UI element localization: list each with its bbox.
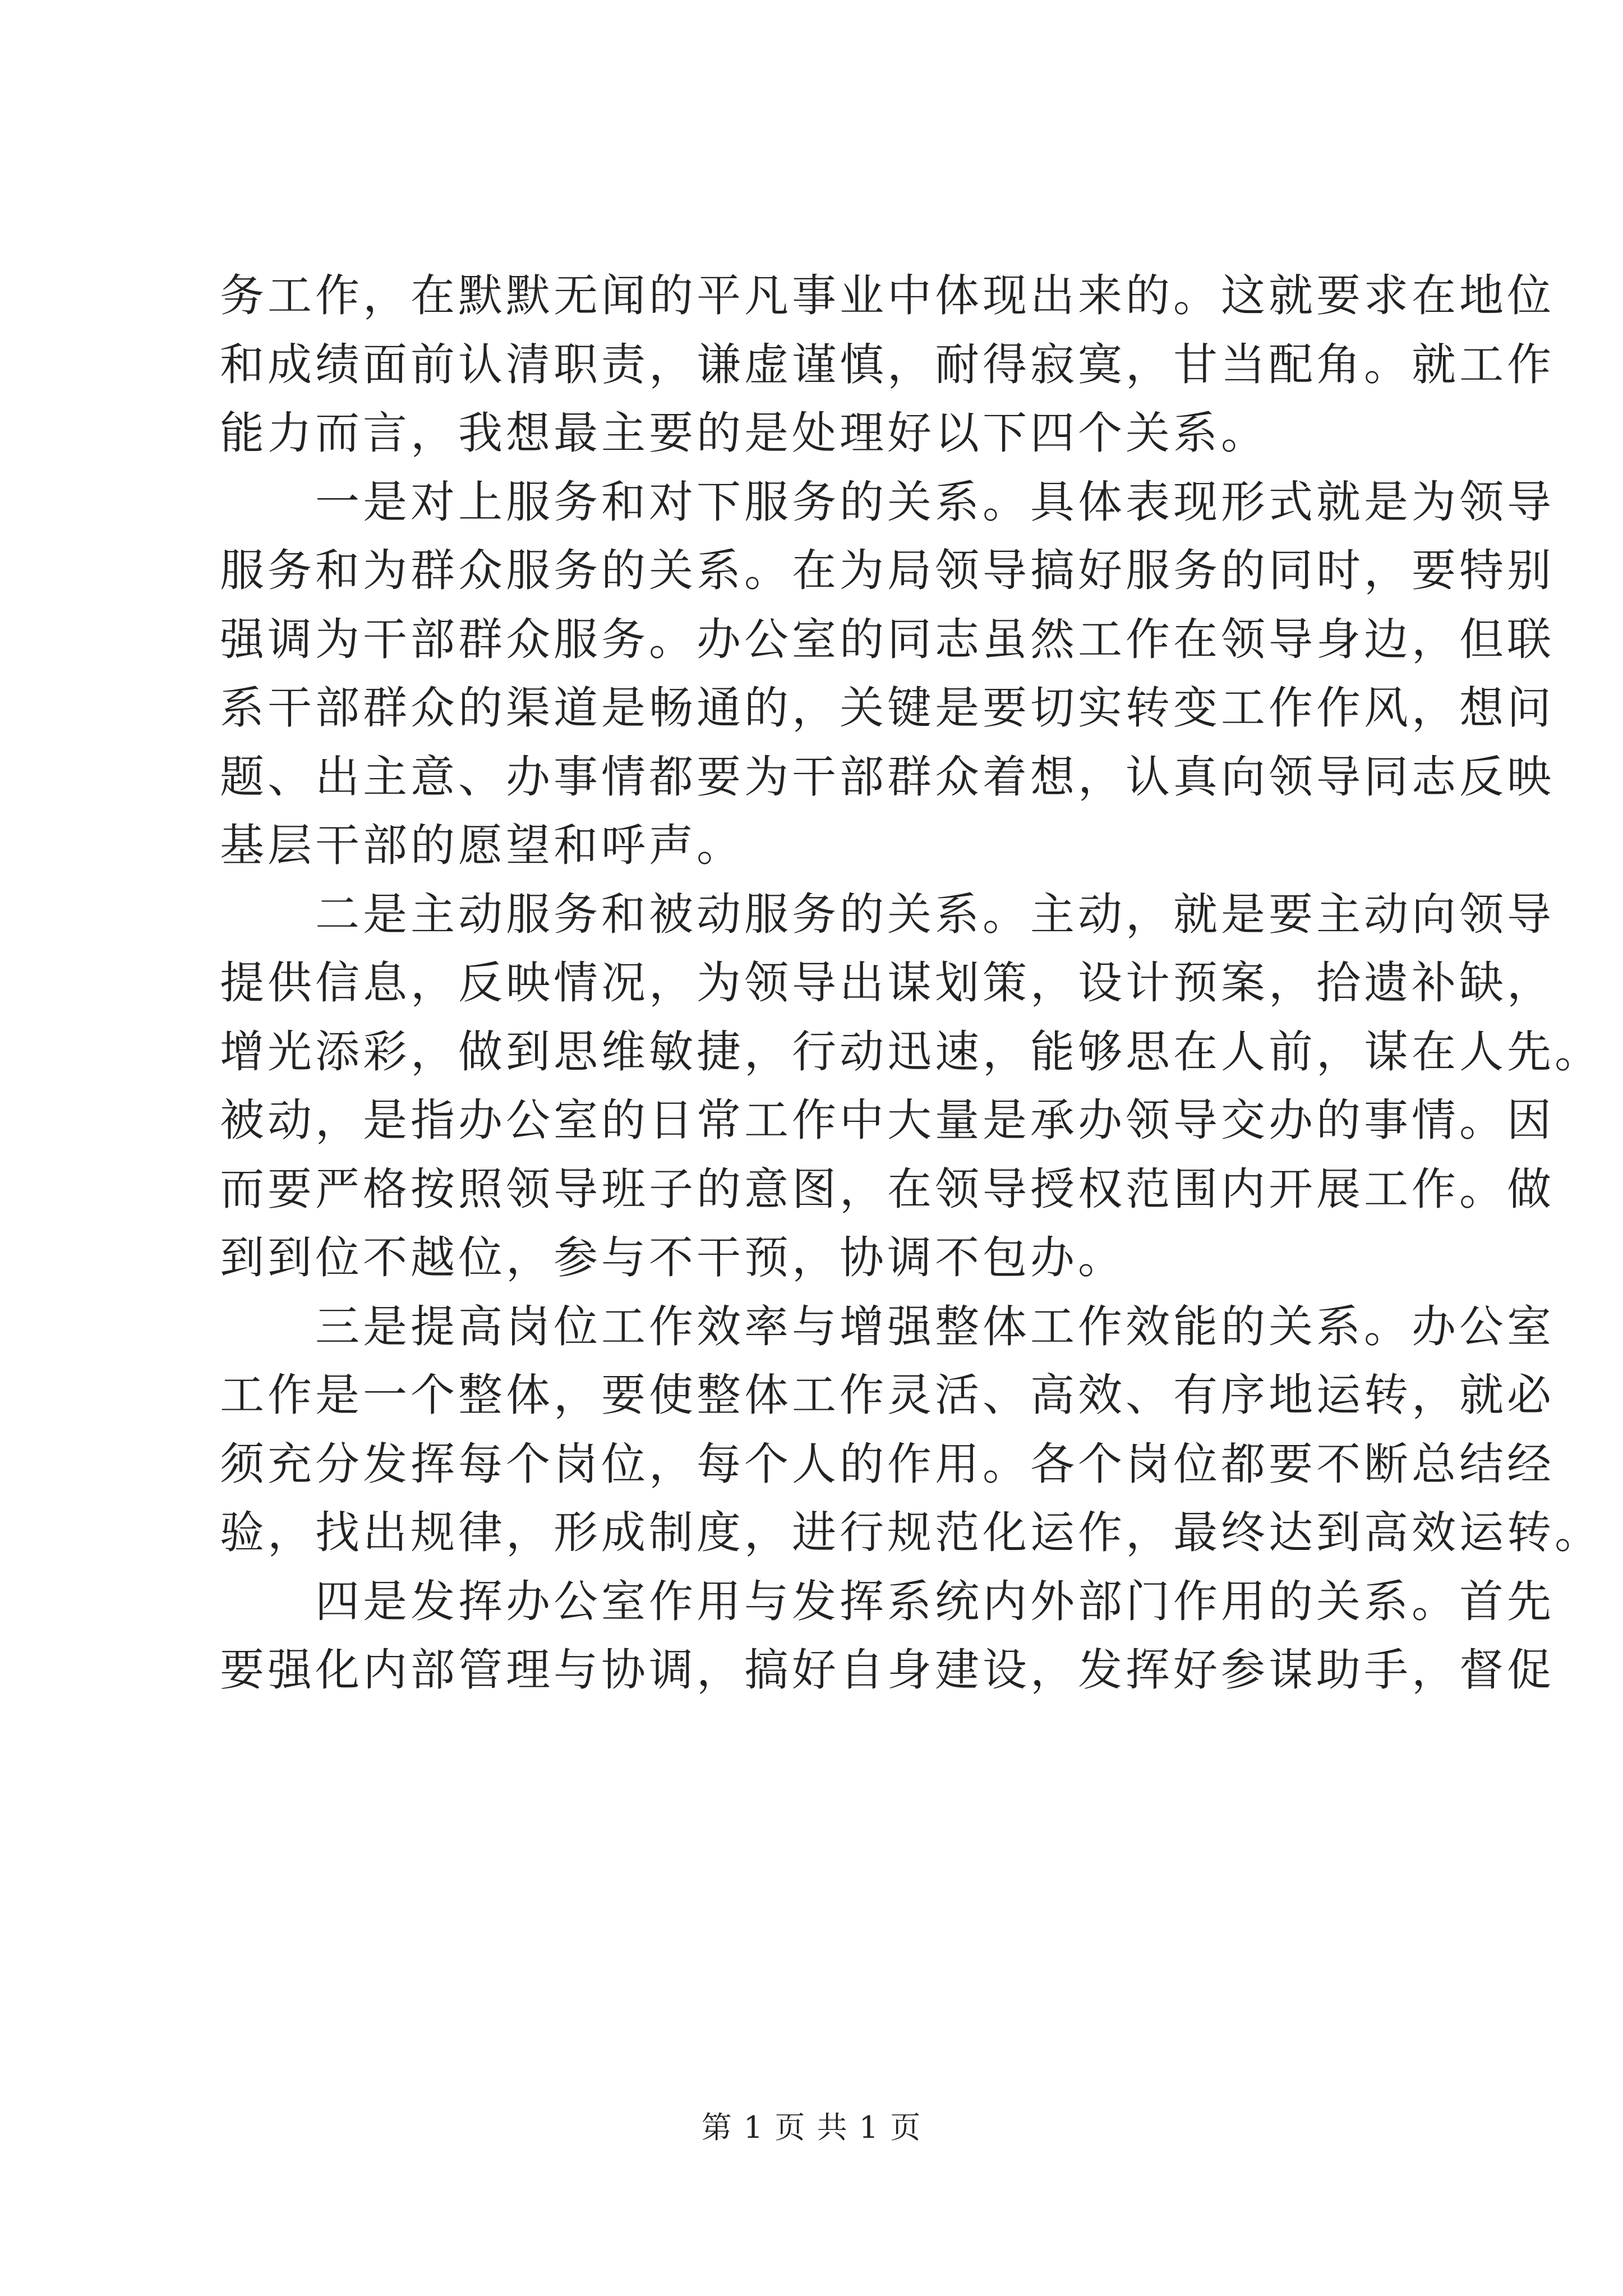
paragraph-start-line: 四是发挥办公室作用与发挥系统内外部门作用的关系。首先	[315, 1575, 1555, 1627]
paragraph-start-line: 三是提高岗位工作效率与增强整体工作效能的关系。办公室	[315, 1300, 1555, 1352]
text-line: 服务和为群众服务的关系。在为局领导搞好服务的同时，要特别	[220, 545, 1555, 596]
body-text	[220, 261, 1602, 1705]
text-line: 务工作，在默默无闻的平凡事业中体现出来的。这就要求在地位	[220, 270, 1555, 321]
text-line: 要强化内部管理与协调，搞好自身建设，发挥好参谋助手，督促	[220, 1644, 1555, 1696]
text-line: 须充分发挥每个岗位，每个人的作用。各个岗位都要不断总结经	[220, 1438, 1555, 1490]
text-line: 被动，是指办公室的日常工作中大量是承办领导交办的事情。因	[220, 1094, 1555, 1146]
text-line: 工作是一个整体，要使整体工作灵活、高效、有序地运转，就必	[220, 1369, 1555, 1421]
text-line: 和成绩面前认清职责，谦虚谨慎，耐得寂寞，甘当配角。就工作	[220, 338, 1555, 390]
text-line: 提供信息，反映情况，为领导出谋划策，设计预案，拾遗补缺，	[220, 957, 1555, 1009]
text-line: 增光添彩，做到思维敏捷，行动迅速，能够思在人前，谋在人先。	[220, 1025, 1602, 1078]
paragraph-start-line: 一是对上服务和对下服务的关系。具体表现形式就是为领导	[315, 476, 1555, 528]
text-line: 系干部群众的渠道是畅通的，关键是要切实转变工作作风，想问	[220, 682, 1555, 734]
text-line: 到到位不越位，参与不干预，协调不包办。	[220, 1232, 1126, 1283]
page-footer: 第 1 页 共 1 页	[701, 2110, 922, 2145]
text-line: 验，找出规律，形成制度，进行规范化运作，最终达到高效运转。	[220, 1507, 1602, 1558]
paragraph-start-line: 二是主动服务和被动服务的关系。主动，就是要主动向领导	[315, 888, 1555, 940]
text-line: 强调为干部群众服务。办公室的同志虽然工作在领导身边，但联	[220, 613, 1555, 665]
text-line: 能力而言，我想最主要的是处理好以下四个关系。	[220, 407, 1269, 459]
text-line: 题、出主意、办事情都要为干部群众着想，认真向领导同志反映	[220, 751, 1555, 803]
text-line: 而要严格按照领导班子的意图，在领导授权范围内开展工作。做	[220, 1163, 1555, 1215]
text-line: 基层干部的愿望和呼声。	[220, 820, 744, 871]
